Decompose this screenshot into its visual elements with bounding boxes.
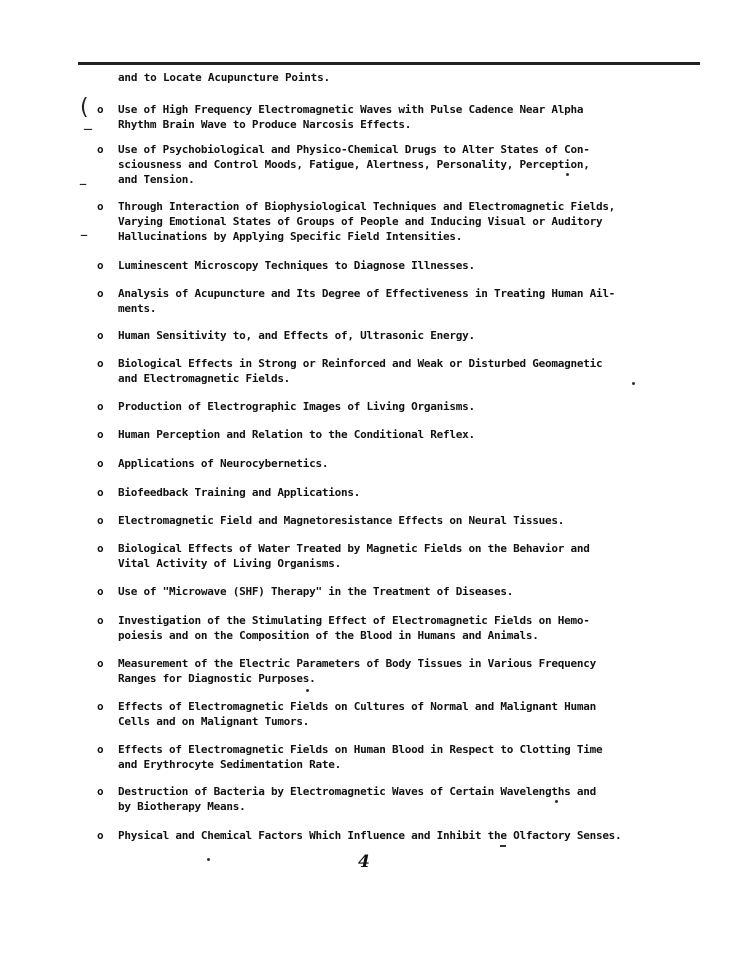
list-item: [97, 102, 697, 132]
list-item: [97, 142, 697, 187]
bullet-icon: o: [97, 514, 104, 527]
list-item: [97, 399, 697, 414]
bullet-icon: o: [97, 542, 104, 555]
list-item: [97, 485, 697, 500]
list-item: [97, 828, 697, 843]
list-item-text: Effects of Electromagnetic Fields on Cultures of Normal and Malignant Human Cells and on Malignant Tumors.: [118, 700, 596, 728]
page-number: 4: [358, 852, 370, 872]
list-item-text: Measurement of the Electric Parameters of Body Tissues in Various Frequency Ranges for Diagnostic Purposes.: [118, 657, 596, 685]
list-item-text: Use of Psychobiological and Physico-Chemical Drugs to Alter States of Con- sciousness and Control Moods, Fatigue, Alertness, Personality, Perception, and Tension.: [118, 143, 590, 186]
list-item: [97, 456, 697, 471]
bullet-icon: o: [97, 585, 104, 598]
scan-speck: [555, 800, 558, 803]
list-item: [97, 656, 697, 686]
list-item: [97, 513, 697, 528]
list-item-text: Biofeedback Training and Applications.: [118, 486, 361, 499]
list-item-text: Effects of Electromagnetic Fields on Human Blood in Respect to Clotting Time and Erythrocyte Sedimentation Rate.: [118, 743, 603, 771]
bullet-icon: o: [97, 200, 104, 213]
list-item-text: Biological Effects in Strong or Reinforced and Weak or Disturbed Geomagnetic and Electromagnetic Fields.: [118, 357, 603, 385]
list-item-text: Through Interaction of Biophysiological Techniques and Electromagnetic Fields, Varying Emotional States of Groups of People and Inducing Visual or Auditory Hallucinations by Applying Specific Field Intensities.: [118, 200, 616, 243]
list-item-text: Production of Electrographic Images of Living Organisms.: [118, 400, 475, 413]
list-item-text: Human Perception and Relation to the Conditional Reflex.: [118, 428, 475, 441]
list-item: [97, 784, 697, 814]
list-item: [97, 541, 697, 571]
bullet-icon: o: [97, 457, 104, 470]
top-scan-rule: [78, 62, 700, 65]
margin-dash-mark: –: [80, 225, 88, 244]
bullet-icon: o: [97, 743, 104, 756]
bullet-icon: o: [97, 103, 104, 116]
list-item: [97, 286, 697, 316]
scan-speck: [207, 858, 210, 861]
scan-speck: [566, 173, 569, 176]
list-item: [97, 328, 697, 343]
list-item-text: Physical and Chemical Factors Which Influence and Inhibit the Olfactory Senses.: [118, 829, 622, 842]
bullet-icon: o: [97, 143, 104, 156]
list-item-text: Electromagnetic Field and Magnetoresistance Effects on Neural Tissues.: [118, 514, 565, 527]
scan-speck: [500, 845, 506, 847]
continuation-line: and to Locate Acupuncture Points.: [118, 71, 330, 84]
list-item-text: Applications of Neurocybernetics.: [118, 457, 329, 470]
list-item: [97, 356, 697, 386]
list-item-text: Use of High Frequency Electromagnetic Waves with Pulse Cadence Near Alpha Rhythm Brain Wave to Produce Narcosis Effects.: [118, 103, 584, 131]
list-item: [97, 613, 697, 643]
bullet-icon: o: [97, 785, 104, 798]
bullet-icon: o: [97, 287, 104, 300]
bullet-icon: o: [97, 428, 104, 441]
list-item: [97, 258, 697, 273]
bullet-icon: o: [97, 486, 104, 499]
bullet-icon: o: [97, 657, 104, 670]
list-item-text: Analysis of Acupuncture and Its Degree of Effectiveness in Treating Human Ail- ments.: [118, 287, 616, 315]
list-item-text: Biological Effects of Water Treated by Magnetic Fields on the Behavior and Vital Activity of Living Organisms.: [118, 542, 590, 570]
bullet-icon: o: [97, 259, 104, 272]
list-item: [97, 199, 697, 244]
list-item-text: Investigation of the Stimulating Effect of Electromagnetic Fields on Hemo- poiesis and on the Composition of the Blood in Humans and Animals.: [118, 614, 590, 642]
list-item-text: Destruction of Bacteria by Electromagnetic Waves of Certain Wavelengths and by Biotherapy Means.: [118, 785, 596, 813]
bullet-icon: o: [97, 329, 104, 342]
margin-bracket-mark: (: [80, 95, 89, 120]
bullet-icon: o: [97, 829, 104, 842]
bullet-icon: o: [97, 614, 104, 627]
list-item: [97, 584, 697, 599]
margin-tick-mark: ‾: [84, 126, 92, 145]
bullet-icon: o: [97, 400, 104, 413]
list-item-text: Luminescent Microscopy Techniques to Diagnose Illnesses.: [118, 259, 475, 272]
bullet-icon: o: [97, 357, 104, 370]
bullet-icon: o: [97, 700, 104, 713]
scan-speck: [632, 382, 635, 385]
margin-dash-mark: –: [79, 174, 87, 193]
list-item: [97, 427, 697, 442]
list-item-text: Human Sensitivity to, and Effects of, Ultrasonic Energy.: [118, 329, 475, 342]
scan-speck: [306, 689, 309, 692]
list-item: [97, 699, 697, 729]
list-item: [97, 742, 697, 772]
list-item-text: Use of "Microwave (SHF) Therapy" in the Treatment of Diseases.: [118, 585, 514, 598]
